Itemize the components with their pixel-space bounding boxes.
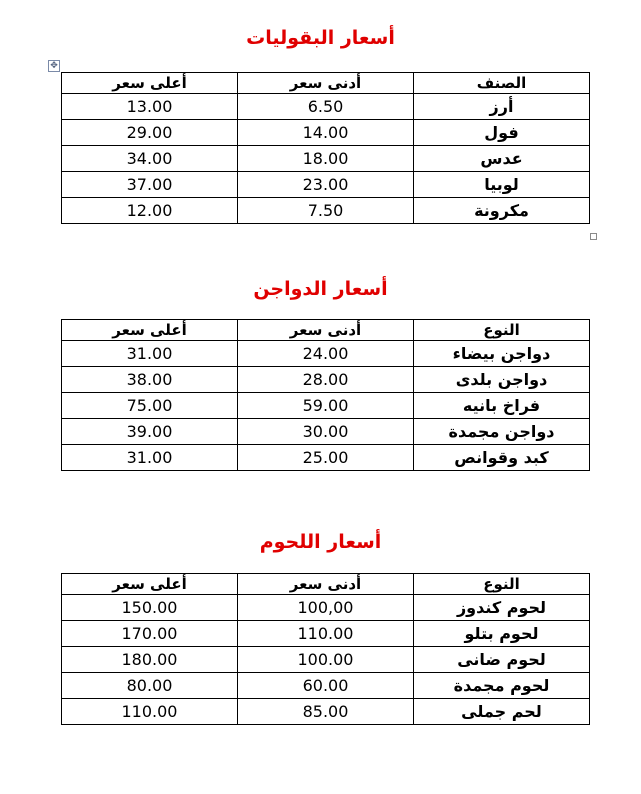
cell-max: 180.00 xyxy=(62,647,238,673)
section-title-meat: أسعار اللحوم xyxy=(259,531,382,553)
cell-min: 25.00 xyxy=(238,445,414,471)
cell-min: 100,00 xyxy=(238,595,414,621)
cell-max: 12.00 xyxy=(62,198,238,224)
cell-min: 23.00 xyxy=(238,172,414,198)
table-row xyxy=(62,699,590,725)
header-min-price: أدنى سعر xyxy=(238,574,414,595)
cell-min: 24.00 xyxy=(238,341,414,367)
cell-name: لحوم بتلو xyxy=(414,621,590,647)
cell-name: لوبيا xyxy=(414,172,590,198)
cell-min: 28.00 xyxy=(238,367,414,393)
section-title-legumes: أسعار البقوليات xyxy=(246,27,395,49)
section-title-poultry: أسعار الدواجن xyxy=(253,278,388,300)
cell-name: دواجن بلدى xyxy=(414,367,590,393)
cell-name: دواجن مجمدة xyxy=(414,419,590,445)
table-poultry[interactable] xyxy=(61,319,590,471)
header-type: النوع xyxy=(414,574,590,595)
table-header-row xyxy=(62,574,590,595)
header-max-price: أعلى سعر xyxy=(62,73,238,94)
cell-max: 39.00 xyxy=(62,419,238,445)
cell-name: دواجن بيضاء xyxy=(414,341,590,367)
cell-min: 18.00 xyxy=(238,146,414,172)
header-min-price: أدنى سعر xyxy=(238,320,414,341)
table-meat[interactable] xyxy=(61,573,590,725)
table-row xyxy=(62,445,590,471)
cell-name: عدس xyxy=(414,146,590,172)
cell-max: 150.00 xyxy=(62,595,238,621)
header-item: الصنف xyxy=(414,73,590,94)
table-move-handle-icon[interactable]: ✥ xyxy=(48,60,60,72)
cell-max: 29.00 xyxy=(62,120,238,146)
cell-max: 75.00 xyxy=(62,393,238,419)
table-row xyxy=(62,393,590,419)
cell-min: 14.00 xyxy=(238,120,414,146)
cell-max: 31.00 xyxy=(62,445,238,471)
cell-min: 7.50 xyxy=(238,198,414,224)
cell-min: 110.00 xyxy=(238,621,414,647)
cell-max: 38.00 xyxy=(62,367,238,393)
table-legumes[interactable] xyxy=(61,72,590,224)
table-row xyxy=(62,595,590,621)
table-header-row xyxy=(62,73,590,94)
cell-max: 13.00 xyxy=(62,94,238,120)
cell-name: فراخ بانيه xyxy=(414,393,590,419)
table-row xyxy=(62,647,590,673)
table-row xyxy=(62,146,590,172)
cell-max: 37.00 xyxy=(62,172,238,198)
cell-max: 170.00 xyxy=(62,621,238,647)
cell-name: لحوم ضانى xyxy=(414,647,590,673)
cell-name: كبد وقوانص xyxy=(414,445,590,471)
table-row xyxy=(62,673,590,699)
table-row xyxy=(62,621,590,647)
table-row xyxy=(62,367,590,393)
cell-min: 100.00 xyxy=(238,647,414,673)
table-row xyxy=(62,94,590,120)
cell-max: 80.00 xyxy=(62,673,238,699)
cell-min: 85.00 xyxy=(238,699,414,725)
cell-name: لحم جملى xyxy=(414,699,590,725)
cell-name: فول xyxy=(414,120,590,146)
cell-name: لحوم مجمدة xyxy=(414,673,590,699)
table-row xyxy=(62,198,590,224)
header-max-price: أعلى سعر xyxy=(62,574,238,595)
table-row xyxy=(62,172,590,198)
cell-name: لحوم كندوز xyxy=(414,595,590,621)
cell-min: 59.00 xyxy=(238,393,414,419)
cell-name: أرز xyxy=(414,94,590,120)
cell-max: 31.00 xyxy=(62,341,238,367)
cell-min: 6.50 xyxy=(238,94,414,120)
table-resize-handle[interactable] xyxy=(590,233,597,240)
header-min-price: أدنى سعر xyxy=(238,73,414,94)
cell-min: 30.00 xyxy=(238,419,414,445)
cell-max: 110.00 xyxy=(62,699,238,725)
header-max-price: أعلى سعر xyxy=(62,320,238,341)
cell-max: 34.00 xyxy=(62,146,238,172)
table-row xyxy=(62,419,590,445)
table-row xyxy=(62,120,590,146)
table-header-row xyxy=(62,320,590,341)
cell-name: مكرونة xyxy=(414,198,590,224)
cell-min: 60.00 xyxy=(238,673,414,699)
table-row xyxy=(62,341,590,367)
header-type: النوع xyxy=(414,320,590,341)
